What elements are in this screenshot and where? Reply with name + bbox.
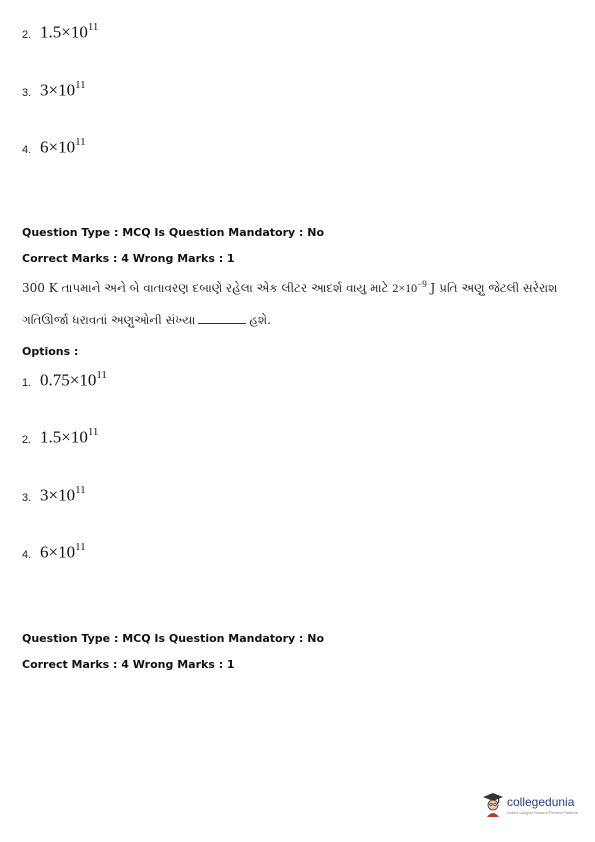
- option-2-prev: [22, 22, 98, 43]
- option-1: [22, 370, 107, 391]
- option-number: 3.: [22, 491, 32, 504]
- next-question-type-line: Question Type : MCQ Is Question Mandatory : No: [22, 632, 325, 645]
- question-text-line-1: 300 K તાપમાને અને બે વાતાવરણ દબાણે રહેલા એક લીટર આદર્શ વાયુ માટે $2\times 10^{-9}$ J પ્રતિ અણુ જેટલી સરેરાશ: [22, 279, 558, 295]
- option-number: 1.: [22, 376, 32, 389]
- option-3: [22, 485, 86, 506]
- logo-name: collegedunia: [507, 795, 575, 809]
- option-number: 3.: [22, 86, 32, 99]
- option-value: $6\times 10^{11}$: [40, 541, 86, 562]
- marks-line: Correct Marks : 4 Wrong Marks : 1: [22, 252, 235, 265]
- logo-tagline: India's Largest Student Review Platform: [507, 810, 579, 815]
- option-value: $3\times 10^{11}$: [40, 79, 86, 100]
- option-4: [22, 542, 86, 563]
- option-number: 2.: [22, 28, 32, 41]
- option-value: $1.5\times 10^{11}$: [40, 21, 99, 42]
- next-marks-line: Correct Marks : 4 Wrong Marks : 1: [22, 658, 235, 671]
- option-value: $1.5\times 10^{11}$: [40, 426, 99, 447]
- answer-blank: [198, 314, 246, 324]
- graduate-mascot-icon: [482, 792, 504, 818]
- options-label: Options :: [22, 345, 79, 358]
- option-2: [22, 427, 98, 448]
- option-4-prev: [22, 137, 86, 158]
- option-number: 4.: [22, 143, 32, 156]
- collegedunia-logo: [482, 792, 578, 818]
- question-type-line: Question Type : MCQ Is Question Mandatory : No: [22, 226, 325, 239]
- option-number: 2.: [22, 433, 32, 446]
- option-value: $6\times 10^{11}$: [40, 136, 86, 157]
- option-3-prev: [22, 80, 86, 101]
- question-text-line-2: ગતિઊર્જા ધરાવતાં અણુઓની સંખ્યા હશે.: [22, 313, 271, 327]
- option-value: $0.75\times 10^{11}$: [40, 369, 107, 390]
- option-value: $3\times 10^{11}$: [40, 484, 86, 505]
- option-number: 4.: [22, 548, 32, 561]
